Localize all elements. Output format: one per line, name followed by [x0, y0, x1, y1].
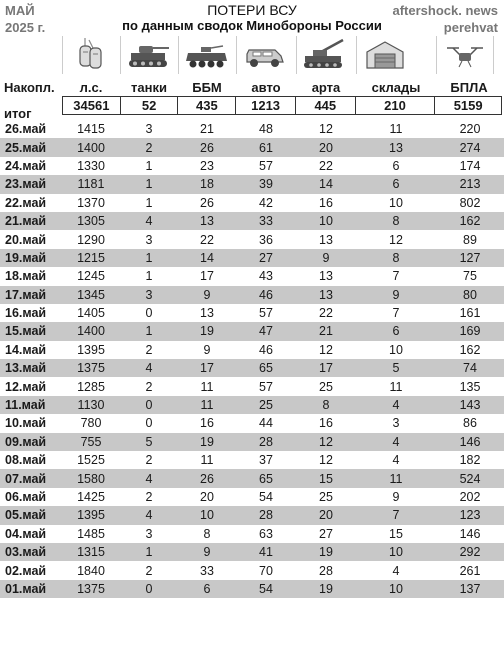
cell-tanki: 2: [145, 379, 153, 394]
cell-sklady: 4: [356, 396, 436, 414]
cell-avto: 33: [236, 212, 296, 230]
cell-tanki: 3: [145, 122, 153, 137]
totals-row: [0, 96, 504, 121]
table-row: [0, 341, 504, 359]
cell-sklady: 9: [356, 286, 436, 304]
cell-bpla: 182: [459, 453, 481, 468]
row-date: 04.май: [5, 526, 47, 541]
cell-arta: 16: [319, 195, 333, 210]
row-date: 02.май: [5, 563, 47, 578]
col-bpla: БПЛА: [450, 80, 488, 95]
row-date: 16.май: [5, 306, 47, 321]
cell-bbm: 16: [200, 416, 214, 431]
cell-arta: 20: [296, 138, 356, 156]
cell-sklady: 4: [392, 453, 400, 468]
cell-bpla: 524: [436, 469, 504, 487]
cell-ls: 1425: [77, 490, 105, 504]
cell-bbm: 13: [178, 212, 236, 230]
totals-label: итог: [4, 106, 32, 121]
table-row: [0, 157, 504, 175]
table-row: [0, 304, 504, 322]
table-row: [0, 561, 504, 579]
cell-avto: 41: [236, 543, 296, 561]
table-row: [0, 414, 504, 432]
cell-avto: 25: [236, 396, 296, 414]
cell-arta: 13: [319, 232, 333, 247]
table-row: [0, 396, 504, 414]
cell-bpla: 143: [436, 396, 504, 414]
drone-icon: [436, 36, 494, 74]
cell-sklady: 11: [389, 379, 403, 394]
cell-bbm: 14: [178, 249, 236, 267]
cell-arta: 12: [319, 453, 333, 468]
cell-bbm: 11: [200, 379, 214, 394]
cell-bpla: 162: [459, 342, 481, 357]
cell-bpla: 161: [459, 306, 481, 321]
cell-avto: 28: [236, 433, 296, 451]
cell-tanki: 1: [120, 175, 178, 193]
cell-tanki: 2: [145, 342, 153, 357]
cell-avto: 27: [236, 249, 296, 267]
total-avto: 1213: [236, 97, 296, 114]
col-arta: арта: [311, 80, 341, 95]
row-date: 07.май: [0, 469, 62, 487]
cell-avto: 28: [236, 506, 296, 524]
cell-sklady: 4: [356, 433, 436, 451]
cell-arta: 12: [319, 122, 333, 137]
table-row: [0, 249, 504, 267]
cell-avto: 65: [236, 359, 296, 377]
cell-ls: 1181: [62, 175, 120, 193]
cell-avto: 54: [236, 580, 296, 598]
col-avto: авто: [251, 80, 281, 95]
table-row: [0, 267, 504, 285]
cell-arta: 17: [296, 359, 356, 377]
table-row: [0, 322, 504, 340]
row-date: 24.май: [5, 158, 47, 173]
cell-tanki: 0: [120, 580, 178, 598]
cell-bbm: 9: [178, 286, 236, 304]
cell-ls: 1370: [77, 195, 105, 210]
cell-bpla: 261: [459, 563, 481, 578]
cell-avto: 43: [259, 269, 273, 284]
cell-arta: 28: [319, 563, 333, 578]
row-date: 15.май: [0, 322, 62, 340]
cell-tanki: 1: [120, 322, 178, 340]
table-row: [0, 377, 504, 395]
cell-ls: 1330: [77, 158, 105, 173]
cell-bpla: 89: [463, 232, 477, 247]
table-row: [0, 175, 504, 193]
cell-avto: 44: [259, 416, 273, 431]
cell-bpla: 74: [436, 359, 504, 377]
title-line2: по данным сводок Минобороны России: [122, 18, 382, 33]
cell-ls: 1130: [62, 396, 120, 414]
cell-avto: 57: [259, 158, 273, 173]
table-row: [0, 543, 504, 561]
cell-tanki: 2: [145, 563, 153, 578]
cell-sklady: 8: [356, 212, 436, 230]
cell-bbm: 17: [178, 359, 236, 377]
total-bpla: 5159: [453, 98, 483, 113]
title-line1: ПОТЕРИ ВСУ: [207, 2, 297, 18]
cell-bbm: 22: [200, 232, 214, 247]
row-date: 12.май: [5, 379, 47, 394]
cell-tanki: 1: [145, 269, 153, 284]
artillery-icon: [296, 36, 353, 74]
total-bbm: 435: [178, 97, 236, 114]
cell-ls: 1580: [62, 469, 120, 487]
cell-bbm: 9: [203, 342, 211, 357]
cell-tanki: 4: [120, 359, 178, 377]
cell-ls: 1400: [62, 138, 120, 156]
cell-avto: 57: [259, 379, 273, 394]
cell-arta: 27: [319, 526, 333, 541]
table-row: [0, 138, 504, 156]
table-row: [0, 120, 504, 138]
cell-avto: 65: [236, 469, 296, 487]
cell-ls: 1840: [77, 563, 105, 578]
table-row: [0, 230, 504, 248]
cell-sklady: 11: [389, 122, 403, 137]
cell-sklady: 8: [356, 249, 436, 267]
table-row: [0, 506, 504, 524]
cell-arta: 25: [319, 490, 333, 504]
cell-tanki: 0: [145, 416, 153, 431]
cell-tanki: 2: [120, 138, 178, 156]
row-date: 19.май: [0, 249, 62, 267]
cell-bpla: 220: [459, 122, 481, 137]
table-row: [0, 525, 504, 543]
cell-avto: 37: [259, 453, 273, 468]
cell-tanki: 3: [120, 286, 178, 304]
cell-arta: 19: [296, 543, 356, 561]
total-arta: 445: [296, 97, 356, 114]
cell-arta: 21: [296, 322, 356, 340]
row-date: 20.май: [5, 232, 47, 247]
cell-bbm: 11: [200, 453, 214, 468]
cell-bpla: 146: [436, 433, 504, 451]
warehouse-icon: [356, 36, 413, 74]
month-text: МАЙ: [5, 3, 35, 18]
cell-bbm: 26: [200, 195, 214, 210]
cell-arta: 8: [296, 396, 356, 414]
table-row: [0, 488, 504, 506]
cell-bpla: 802: [459, 195, 481, 210]
category-icons: [0, 36, 504, 76]
col-tanki: танки: [131, 80, 167, 95]
cell-tanki: 2: [145, 490, 153, 504]
cell-bpla: 127: [436, 249, 504, 267]
cell-tanki: 0: [120, 396, 178, 414]
row-date: 26.май: [5, 122, 47, 137]
cell-avto: 63: [259, 526, 273, 541]
cell-arta: 14: [296, 175, 356, 193]
cell-ls: 1485: [77, 526, 105, 541]
cell-bpla: 174: [459, 158, 481, 173]
table-row: [0, 469, 504, 487]
cell-bbm: 13: [200, 306, 214, 321]
cell-arta: 22: [319, 158, 333, 173]
cell-arta: 15: [296, 469, 356, 487]
cell-sklady: 10: [389, 195, 403, 210]
cell-bpla: 135: [459, 379, 481, 394]
cell-bpla: 137: [436, 580, 504, 598]
cell-bpla: 80: [436, 286, 504, 304]
row-date: 17.май: [0, 286, 62, 304]
row-date: 22.май: [5, 195, 47, 210]
period-label: [5, 2, 45, 36]
cell-tanki: 5: [120, 433, 178, 451]
cell-bbm: 8: [203, 526, 211, 541]
total-ls: 34561: [63, 97, 121, 114]
cell-arta: 12: [319, 342, 333, 357]
col-nakopl: Накопл.: [4, 80, 55, 95]
cell-bbm: 11: [178, 396, 236, 414]
cell-arta: 20: [296, 506, 356, 524]
cell-bbm: 19: [178, 322, 236, 340]
cell-avto: 46: [236, 286, 296, 304]
cell-tanki: 1: [145, 195, 153, 210]
cell-avto: 70: [259, 563, 273, 578]
cell-avto: 36: [259, 232, 273, 247]
row-date: 09.май: [0, 433, 62, 451]
row-date: 06.май: [5, 490, 47, 504]
table-row: [0, 286, 504, 304]
cell-bpla: 169: [436, 322, 504, 340]
cell-avto: 39: [236, 175, 296, 193]
tank-icon: [120, 36, 177, 74]
cell-sklady: 13: [356, 138, 436, 156]
cell-bbm: 6: [178, 580, 236, 598]
table-body: [0, 120, 504, 598]
cell-ls: 1345: [62, 286, 120, 304]
cell-sklady: 4: [392, 563, 400, 578]
cell-arta: 22: [319, 306, 333, 321]
row-date: 23.май: [0, 175, 62, 193]
cell-arta: 16: [319, 416, 333, 431]
row-date: 05.май: [0, 506, 62, 524]
cell-avto: 48: [259, 122, 273, 137]
cell-tanki: 4: [120, 212, 178, 230]
cell-ls: 1395: [62, 506, 120, 524]
col-bbm: ББМ: [192, 80, 222, 95]
table-row: [0, 580, 504, 598]
soldier-tags-icon: [62, 36, 119, 74]
table-row: [0, 194, 504, 212]
cell-avto: 57: [259, 306, 273, 321]
cell-sklady: 9: [392, 490, 400, 504]
row-date: 10.май: [5, 416, 47, 431]
cell-bpla: 86: [463, 416, 477, 431]
cell-arta: 9: [296, 249, 356, 267]
cell-bbm: 23: [200, 158, 214, 173]
cell-tanki: 3: [145, 526, 153, 541]
cell-sklady: 5: [356, 359, 436, 377]
cell-bpla: 162: [436, 212, 504, 230]
source-line1: aftershock. news: [392, 3, 498, 18]
cell-avto: 46: [259, 342, 273, 357]
cell-arta: 13: [296, 286, 356, 304]
cell-arta: 13: [319, 269, 333, 284]
table-row: [0, 359, 504, 377]
row-date: 13.май: [0, 359, 62, 377]
cell-bbm: 9: [178, 543, 236, 561]
cell-ls: 1315: [62, 543, 120, 561]
cell-bpla: 146: [459, 526, 481, 541]
source-line2: perehvat: [443, 20, 498, 35]
cell-arta: 12: [296, 433, 356, 451]
cell-sklady: 10: [389, 342, 403, 357]
row-date: 14.май: [5, 342, 47, 357]
cell-tanki: 4: [120, 469, 178, 487]
cell-bbm: 18: [178, 175, 236, 193]
cell-avto: 54: [259, 490, 273, 504]
cell-ls: 1305: [62, 212, 120, 230]
row-date: 08.май: [5, 453, 47, 468]
col-sklady: склады: [371, 80, 421, 95]
cell-avto: 47: [236, 322, 296, 340]
table-row: [0, 433, 504, 451]
cell-ls: 1375: [62, 580, 120, 598]
page-title: [120, 2, 384, 34]
cell-tanki: 0: [145, 306, 153, 321]
cell-sklady: 6: [356, 175, 436, 193]
cell-sklady: 15: [389, 526, 403, 541]
cell-tanki: 1: [120, 543, 178, 561]
cell-tanki: 3: [145, 232, 153, 247]
year-text: 2025 г.: [5, 20, 46, 35]
cell-arta: 19: [296, 580, 356, 598]
cell-ls: 1400: [62, 322, 120, 340]
cell-arta: 10: [296, 212, 356, 230]
cell-ls: 1395: [77, 342, 105, 357]
total-sklady: 210: [356, 97, 436, 114]
cell-ls: 1245: [77, 269, 105, 284]
row-date: 21.май: [0, 212, 62, 230]
car-icon: [236, 36, 293, 74]
header: [0, 0, 504, 78]
row-date: 18.май: [5, 269, 47, 284]
cell-ls: 1290: [77, 232, 105, 247]
cell-sklady: 3: [392, 416, 400, 431]
cell-ls: 1215: [62, 249, 120, 267]
cell-sklady: 6: [392, 158, 400, 173]
cell-bbm: 20: [200, 490, 214, 504]
cell-sklady: 10: [356, 543, 436, 561]
cell-bpla: 213: [436, 175, 504, 193]
table-row: [0, 451, 504, 469]
cell-sklady: 7: [392, 269, 400, 284]
cell-sklady: 7: [356, 506, 436, 524]
ifv-icon: [178, 36, 235, 74]
cell-bbm: 19: [178, 433, 236, 451]
cell-bbm: 21: [200, 122, 214, 137]
cell-ls: 755: [62, 433, 120, 451]
cell-bbm: 26: [178, 138, 236, 156]
cell-sklady: 6: [356, 322, 436, 340]
cell-sklady: 7: [392, 306, 400, 321]
row-date: 25.май: [0, 138, 62, 156]
cell-bbm: 10: [178, 506, 236, 524]
cell-bbm: 26: [178, 469, 236, 487]
cell-bpla: 123: [436, 506, 504, 524]
cell-tanki: 2: [145, 453, 153, 468]
cell-sklady: 10: [356, 580, 436, 598]
cell-bpla: 274: [436, 138, 504, 156]
cell-ls: 780: [80, 416, 102, 431]
row-date: 11.май: [0, 396, 62, 414]
col-ls: л.с.: [79, 80, 103, 95]
cell-avto: 61: [236, 138, 296, 156]
row-date: 03.май: [0, 543, 62, 561]
daily-losses-table: [0, 120, 504, 598]
cell-bbm: 17: [200, 269, 214, 284]
cell-bpla: 75: [463, 269, 477, 284]
column-labels: [0, 80, 504, 97]
cell-ls: 1285: [77, 379, 105, 394]
cell-sklady: 11: [356, 469, 436, 487]
cell-ls: 1525: [77, 453, 105, 468]
cell-bbm: 33: [200, 563, 214, 578]
cell-bpla: 292: [436, 543, 504, 561]
row-date: 01.май: [0, 580, 62, 598]
cell-tanki: 1: [120, 249, 178, 267]
totals-box: [62, 96, 502, 115]
table-row: [0, 212, 504, 230]
source-label: [393, 2, 499, 36]
cell-ls: 1405: [77, 306, 105, 321]
cell-tanki: 4: [120, 506, 178, 524]
total-tanki: 52: [121, 97, 179, 114]
cell-avto: 42: [259, 195, 273, 210]
cell-sklady: 12: [389, 232, 403, 247]
cell-tanki: 1: [145, 158, 153, 173]
cell-bpla: 202: [459, 490, 481, 504]
cell-ls: 1375: [62, 359, 120, 377]
cell-arta: 25: [319, 379, 333, 394]
cell-ls: 1415: [77, 122, 105, 137]
